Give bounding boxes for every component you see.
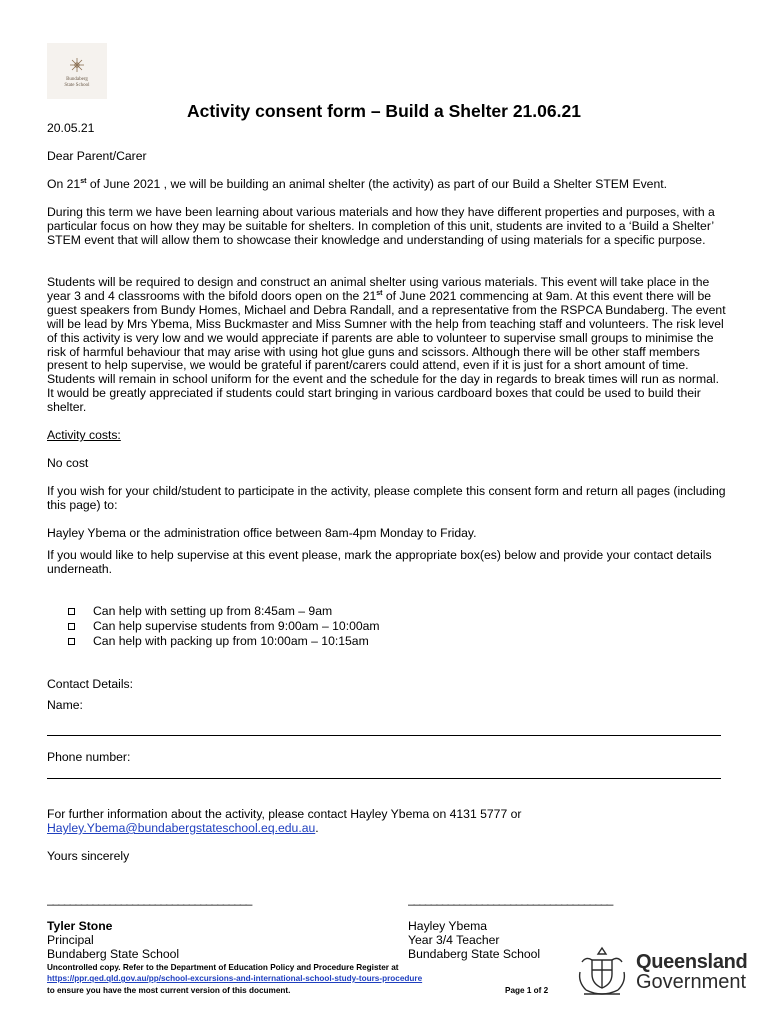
letter-date: 20.05.21 (47, 121, 95, 135)
contact-heading: Contact Details: (47, 677, 134, 691)
signatory-right-school: Bundaberg State School (408, 947, 541, 961)
checkbox-icon[interactable] (68, 608, 75, 615)
signature-line-left: ____________________________________ (47, 893, 252, 906)
government-word-government: Government (636, 971, 747, 993)
salutation: Dear Parent/Carer (47, 149, 147, 163)
supervise-paragraph: If you would like to help supervise at this event please, mark the appropriate box(es) below and provide your contact details underneath. (47, 548, 712, 576)
phone-label: Phone number: (47, 750, 131, 764)
event-details-paragraph: Students will be required to design and construct an animal shelter using various materials. This event will take place in the year 3 and 4 classrooms with the bifold doors open on the 21st of June 2021 commencing at 9am. At this event there will be guest speakers from Bundy Homes, Michael and Debra Randall, and a representative from the RSPCA Bundaberg. The event will be lead by Mrs Ybema, Miss Buckmaster and Miss Sumner with the help from teaching staff and volunteers. The risk level of this activity is very low and we would appreciate if parents are able to volunteer to supervise small groups to minimise the risk of harmful behaviour that may arise with using hot glue guns and scissors. Although there will be other staff members present to help supervise, we would be grateful if parent/carers could attend, even if it is just for a short amount of time. Students will remain in school uniform for the event and the schedule for the day in regards to break times will run as normal. It would be greatly appreciated if students could start bringing in various cardboard boxes that could be used to build their shelter. (47, 275, 726, 415)
intro-paragraph: On 21st of June 2021 , we will be building an animal shelter (the activity) as part of our Build a Shelter STEM Event. (47, 177, 667, 191)
logo-text-line1: Bundaberg (66, 77, 88, 82)
page-number: Page 1 of 2 (505, 986, 549, 995)
name-field-line[interactable] (47, 735, 721, 736)
document-title: Activity consent form – Build a Shelter 21.06.21 (187, 101, 581, 121)
school-logo (47, 43, 107, 99)
government-word-queensland: Queensland (636, 951, 748, 973)
signatory-left-school: Bundaberg State School (47, 947, 180, 961)
return-to-text: Hayley Ybema or the administration office between 8am-4pm Monday to Friday. (47, 526, 477, 540)
signatory-left-role: Principal (47, 933, 94, 947)
signatory-left-name: Tyler Stone (47, 919, 113, 933)
checkbox-icon[interactable] (68, 638, 75, 645)
costs-value: No cost (47, 456, 89, 470)
participate-paragraph: If you wish for your child/student to participate in the activity, please complete this consent form and return all pages (including this page) to: (47, 484, 726, 512)
further-info-text: For further information about the activity, please contact Hayley Ybema on 4131 5777 or (47, 807, 522, 821)
school-crest-icon (69, 57, 85, 73)
logo-text-line2: State School (64, 83, 90, 88)
phone-field-line[interactable] (47, 778, 721, 779)
queensland-government-logo (574, 944, 754, 1000)
footer-disclaimer: Uncontrolled copy. Refer to the Department of Education Policy and Procedure Register at (47, 963, 399, 972)
checkbox-icon[interactable] (68, 623, 75, 630)
closing: Yours sincerely (47, 849, 130, 863)
name-label: Name: (47, 698, 83, 712)
email-link[interactable]: Hayley.Ybema@bundabergstateschool.eq.edu.au (47, 821, 316, 835)
email-line: Hayley.Ybema@bundabergstateschool.eq.edu.au. (47, 821, 319, 835)
footer-url-line (47, 974, 422, 985)
coat-of-arms-icon (574, 944, 630, 1000)
signature-line-right: ____________________________________ (408, 893, 613, 906)
signatory-right-role: Year 3/4 Teacher (408, 933, 500, 947)
policy-register-link[interactable]: https://ppr.qed.qld.gov.au/pp/school-excursions-and-international-school-study-tours-procedure (47, 974, 423, 983)
signatory-right-name: Hayley Ybema (408, 919, 488, 933)
costs-heading: Activity costs: (47, 428, 121, 442)
learning-paragraph: During this term we have been learning about various materials and how they have different properties and purposes, with a particular focus on how they may be suitable for shelters. In completion of this unit, students are invited to a ‘Build a Shelter’ STEM event that will allow them to showcase their knowledge and understanding of using materials for a specific purpose. (47, 205, 715, 247)
footer-version-note: to ensure you have the most current version of this document. (47, 986, 291, 995)
